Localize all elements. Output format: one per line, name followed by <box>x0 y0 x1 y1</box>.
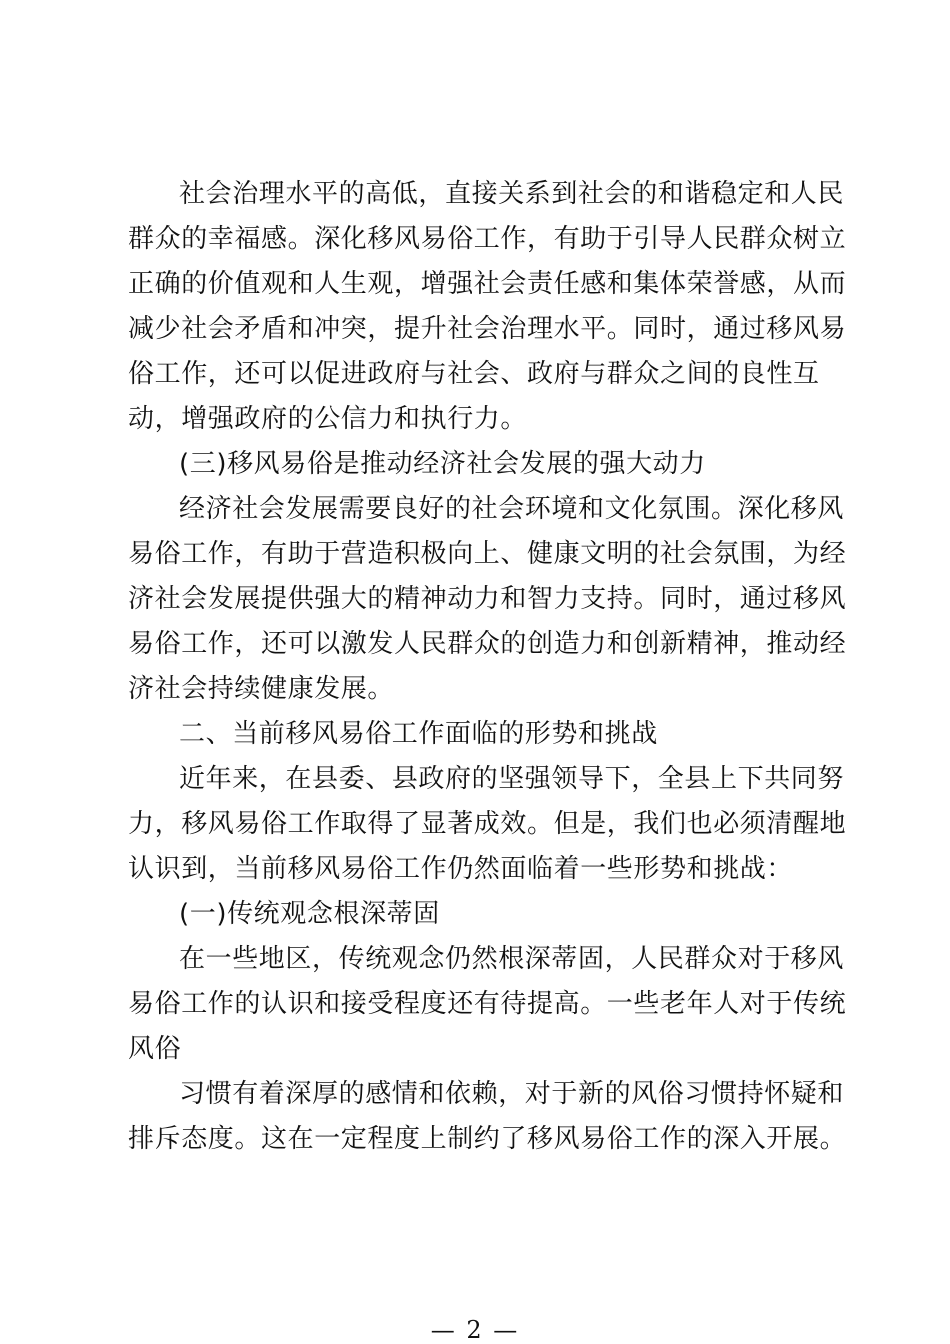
paragraph-line: 正确的价值观和人生观，增强社会责任感和集体荣誉感，从而 <box>128 269 847 299</box>
section-heading: 二、当前移风易俗工作面临的形势和挑战 <box>179 719 658 749</box>
paragraph-line: 俗工作，还可以促进政府与社会、政府与群众之间的良性互 <box>128 359 820 389</box>
paragraph-line: 群众的幸福感。深化移风易俗工作，有助于引导人民群众树立 <box>128 224 847 254</box>
paragraph-line: 动，增强政府的公信力和执行力。 <box>128 404 528 434</box>
page-number: — 2 — <box>430 1316 520 1344</box>
paragraph-line: 济社会持续健康发展。 <box>128 674 395 704</box>
section-heading: (一)传统观念根深蒂固 <box>179 899 440 929</box>
paragraph-line: 风俗 <box>128 1034 182 1064</box>
paragraph-line: 力，移风易俗工作取得了显著成效。但是，我们也必须清醒地 <box>128 809 847 839</box>
paragraph-line: 近年来，在县委、县政府的坚强领导下，全县上下共同努 <box>179 764 845 794</box>
paragraph-line: 排斥态度。这在一定程度上制约了移风易俗工作的深入开展。 <box>128 1124 847 1154</box>
paragraph-line: 认识到，当前移风易俗工作仍然面临着一些形势和挑战： <box>128 854 794 884</box>
paragraph-line: 易俗工作，有助于营造积极向上、健康文明的社会氛围，为经 <box>128 539 847 569</box>
paragraph-line: 社会治理水平的高低，直接关系到社会的和谐稳定和人民 <box>179 179 845 209</box>
paragraph-line: 济社会发展提供强大的精神动力和智力支持。同时，通过移风 <box>128 584 847 614</box>
paragraph-line: 易俗工作，还可以激发人民群众的创造力和创新精神，推动经 <box>128 629 847 659</box>
section-heading: (三)移风易俗是推动经济社会发展的强大动力 <box>179 449 706 479</box>
paragraph-line: 易俗工作的认识和接受程度还有待提高。一些老年人对于传统 <box>128 989 847 1019</box>
paragraph-line: 习惯有着深厚的感情和依赖，对于新的风俗习惯持怀疑和 <box>179 1079 845 1109</box>
body-text <box>128 172 847 1162</box>
paragraph-line: 在一些地区，传统观念仍然根深蒂固，人民群众对于移风 <box>179 944 845 974</box>
paragraph-line: 减少社会矛盾和冲突，提升社会治理水平。同时，通过移风易 <box>128 314 847 344</box>
paragraph-line: 经济社会发展需要良好的社会环境和文化氛围。深化移风 <box>179 494 845 524</box>
